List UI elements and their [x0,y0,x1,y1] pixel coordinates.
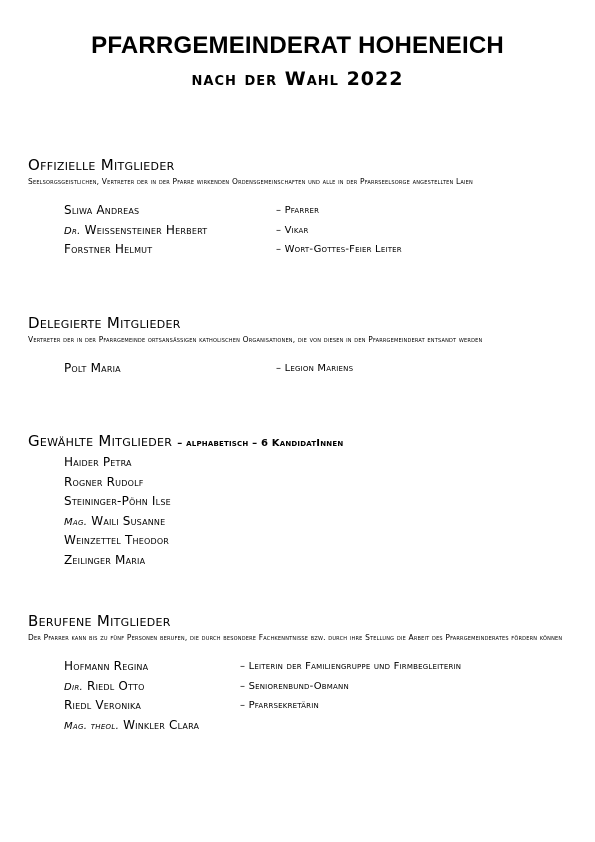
member-name-text: Waili Susanne [91,513,166,528]
member-name [64,242,152,256]
member-role: – Legion Mariens [276,363,354,374]
member-list [28,203,568,262]
member-name [64,361,121,375]
member-name [64,203,139,217]
member-prefix: Mag. theol. [64,720,120,732]
member-prefix: Dr. [64,225,81,237]
section-heading: Offizielle Mitglieder [28,156,175,174]
member-name [64,659,148,673]
member-row [28,494,568,514]
member-role: – Seniorenbund-Obmann [240,680,349,692]
member-row [28,475,568,495]
member-name-text: Haider Petra [64,455,132,469]
member-name [64,718,199,732]
member-name-text: Polt Maria [64,361,121,375]
member-name-text: Forstner Helmut [64,242,153,257]
member-row [28,659,568,679]
member-name-text: Winkler Clara [123,717,200,732]
member-name [64,533,169,547]
member-row [28,679,568,699]
member-row [28,242,568,262]
member-name [64,494,171,508]
member-list [28,659,568,737]
member-name [64,553,145,567]
member-role: – Pfarrsekretärin [240,700,319,712]
member-list [28,455,568,573]
member-name-text: Rogner Rudolf [64,474,144,489]
section-description: Vertreter der in der Pfarrgemeinde ortsansässigen katholischen Organisationen, die von diesen in den Pfarrgemeinderat entsandt werden [28,335,483,344]
member-name [64,514,165,528]
member-row [28,553,568,573]
member-name [64,698,141,712]
member-row [28,533,568,553]
member-name-text: Weinzettel Theodor [64,533,170,548]
member-name-text: Zeilinger Maria [64,552,146,567]
member-name-text: Riedl Veronika [64,698,142,713]
member-role: – Wort-Gottes-Feier Leiter [276,244,402,256]
member-row [28,203,568,223]
section-elected [28,432,568,573]
member-name [64,455,132,469]
member-row [28,698,568,718]
section-description: Der Pfarrer kann bis zu fünf Personen berufen, die durch besondere Fachkenntnisse bzw. durch ihre Stellung die Arbeit des Pfarrgemeinderates fördern können [28,633,563,642]
section-delegated [28,314,568,381]
member-role: – Pfarrer [276,205,320,216]
member-name-text: Riedl Otto [87,678,145,693]
section-heading-suffix: – alphabetisch – 6 KandidatInnen [177,438,344,449]
member-prefix: Mag. [64,516,88,528]
section-heading-text: Gewählte Mitglieder [28,432,173,450]
member-row [28,361,568,381]
member-row [28,718,568,738]
member-row [28,455,568,475]
page-title: PFARRGEMEINDERAT HOHENEICH [91,32,504,59]
member-name [64,679,145,693]
member-name [64,223,207,237]
section-heading: Berufene Mitglieder [28,612,171,630]
member-prefix: Dir. [64,681,84,693]
member-name-text: Sliwa Andreas [64,203,140,217]
section-heading: Delegierte Mitglieder [28,314,181,332]
member-name-text: Hofmann Regina [64,659,149,673]
section-appointed [28,612,568,737]
section-heading [28,432,568,453]
member-name-text: Steininger-Pöhn Ilse [64,494,171,509]
page-subtitle: nach der Wahl 2022 [191,68,404,90]
member-list [28,361,568,381]
member-row [28,223,568,243]
member-role: – Leiterin der Familiengruppe und Firmbegleiterin [240,661,462,672]
section-description: Seelsorgsgeistlichen, Vertreter der in der Pfarre wirkenden Ordensgemeinschaften und alle in der Pfarrseelsorge angestellten Laien [28,177,473,186]
section-official [28,156,568,262]
member-row [28,514,568,534]
member-role: – Vikar [276,224,309,236]
member-name-text: Weissensteiner Herbert [84,222,208,237]
member-name [64,475,144,489]
